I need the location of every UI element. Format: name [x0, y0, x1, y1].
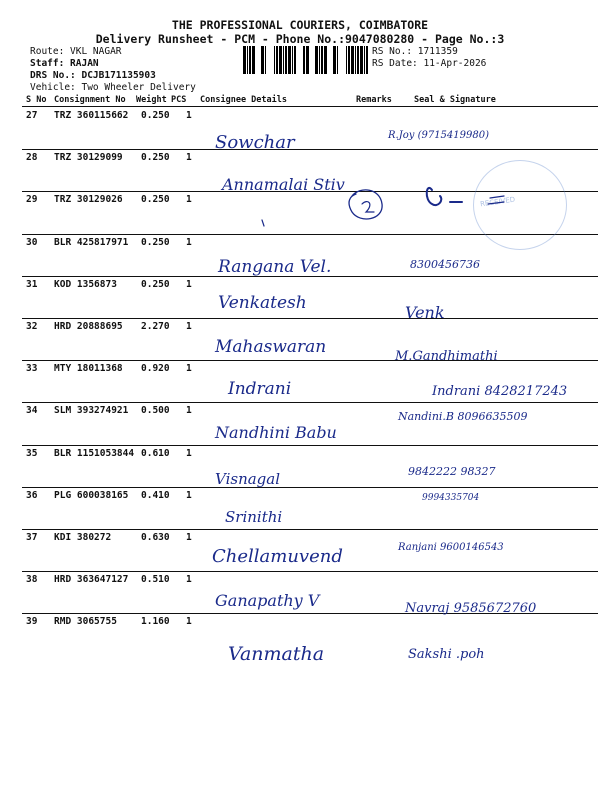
row-consignment: BLR 1151053844	[54, 447, 135, 459]
seal-signature: Navraj 9585672760	[405, 601, 537, 616]
received-stamp-text: RECEIVED	[479, 195, 516, 209]
consignee-signature: Venkatesh	[218, 293, 307, 313]
row-sno: 36	[26, 489, 38, 501]
tick-mark	[262, 220, 264, 226]
consignee-signature: Mahaswaran	[215, 337, 327, 357]
blue-scribble-mark	[427, 188, 462, 205]
row-sno: 39	[26, 616, 38, 628]
consignee-signature: Sowchar	[215, 132, 295, 153]
consignee-signature: Vanmatha	[228, 643, 325, 665]
row-consignment: KOD 1356873	[54, 278, 117, 290]
circled-two-digit	[362, 202, 374, 212]
row-pcs: 1	[186, 194, 192, 206]
row-consignment: SLM 393274921	[54, 405, 129, 417]
rs-date: RS Date: 11-Apr-2026	[372, 58, 487, 69]
row-pcs: 1	[186, 236, 192, 248]
row-weight: 0.630	[141, 532, 170, 543]
row-pcs: 1	[186, 363, 192, 375]
row-sno: 31	[26, 278, 38, 290]
row-weight: 0.250	[141, 278, 170, 290]
row-consignment: TRZ 360115662	[54, 110, 129, 121]
runsheet-subtitle: Delivery Runsheet - PCM - Phone No.:9047080280 - Page No.:3	[95, 32, 505, 46]
row-sno: 28	[26, 152, 38, 164]
row-weight: 0.250	[141, 152, 170, 164]
row-sno: 34	[26, 405, 38, 417]
col-pcs: PCS	[171, 95, 187, 105]
row-pcs: 1	[186, 532, 192, 543]
row-weight: 2.270	[141, 321, 170, 332]
row-pcs: 1	[186, 616, 192, 628]
col-seal-signature: Seal & Signature	[414, 95, 496, 105]
row-weight: 0.920	[141, 363, 170, 375]
row-weight: 0.510	[141, 574, 170, 586]
col-weight: Weight	[136, 95, 167, 105]
row-sno: 35	[26, 447, 38, 459]
row-consignment: HRD 20888695	[54, 321, 123, 332]
row-pcs: 1	[186, 110, 192, 121]
seal-signature: R.Joy (9715419980)	[388, 130, 489, 141]
row-sno: 29	[26, 194, 38, 206]
row-consignment: TRZ 30129099	[54, 152, 123, 164]
seal-signature: Venk	[405, 303, 445, 322]
consignee-signature: Annamalai Stiv	[222, 175, 345, 194]
row-pcs: 1	[186, 489, 192, 501]
route-label: Route: VKL NAGAR	[30, 46, 122, 57]
row-pcs: 1	[186, 447, 192, 459]
seal-signature: M.Gandhimathi	[395, 349, 498, 364]
seal-signature: 9994335704	[422, 493, 480, 503]
consignee-signature: Ganapathy V	[215, 591, 320, 610]
row-weight: 0.610	[141, 447, 170, 459]
col-sno: S No	[26, 95, 47, 105]
seal-signature: Nandini.B 8096635509	[398, 410, 528, 423]
seal-signature: 8300456736	[410, 258, 480, 271]
row-consignment: RMD 3065755	[54, 616, 117, 628]
consignee-signature: Rangana Vel.	[218, 257, 332, 277]
col-remarks: Remarks	[356, 95, 392, 105]
row-sno: 38	[26, 574, 38, 586]
rs-number: RS No.: 1711359	[372, 46, 458, 57]
row-weight: 1.160	[141, 616, 170, 628]
row-weight: 0.250	[141, 194, 170, 206]
row-consignment: MTY 18011368	[54, 363, 123, 375]
row-consignment: HRD 363647127	[54, 574, 129, 586]
row-pcs: 1	[186, 152, 192, 164]
row-pcs: 1	[186, 321, 192, 332]
consignee-signature: Srinithi	[225, 508, 283, 526]
row-pcs: 1	[186, 574, 192, 586]
col-consignee: Consignee Details	[200, 95, 287, 105]
consignee-signature: Visnagal	[215, 470, 281, 488]
vehicle-label: Vehicle: Two Wheeler Delivery	[30, 82, 196, 93]
seal-signature: Indrani 8428217243	[432, 384, 568, 399]
row-sno: 37	[26, 532, 38, 543]
row-sno: 27	[26, 110, 38, 121]
row-weight: 0.250	[141, 110, 170, 121]
consignee-signature: Indrani	[228, 379, 292, 399]
seal-signature: Ranjani 9600146543	[398, 542, 504, 553]
row-consignment: BLR 425817971	[54, 236, 129, 248]
row-pcs: 1	[186, 405, 192, 417]
drs-number: DRS No.: DCJB171135903	[30, 70, 156, 81]
row-weight: 0.250	[141, 236, 170, 248]
row-weight: 0.410	[141, 489, 170, 501]
row-consignment: TRZ 30129026	[54, 194, 123, 206]
row-weight: 0.500	[141, 405, 170, 417]
company-title: THE PROFESSIONAL COURIERS, COIMBATORE	[171, 18, 429, 32]
seal-signature: Sakshi .poh	[408, 647, 485, 662]
seal-signature: 9842222 98327	[408, 465, 496, 478]
row-pcs: 1	[186, 278, 192, 290]
col-consignment: Consignment No	[54, 95, 126, 105]
circled-two-mark	[349, 190, 382, 219]
row-sno: 30	[26, 236, 38, 248]
stamp-dash-mark	[488, 196, 504, 204]
row-sno: 32	[26, 321, 38, 332]
row-consignment: PLG 600038165	[54, 489, 129, 501]
row-consignment: KDI 380272	[54, 532, 112, 543]
row-sno: 33	[26, 363, 38, 375]
staff-label: Staff: RAJAN	[30, 58, 99, 69]
consignee-signature: Chellamuvend	[212, 546, 343, 567]
consignee-signature: Nandhini Babu	[215, 423, 337, 442]
